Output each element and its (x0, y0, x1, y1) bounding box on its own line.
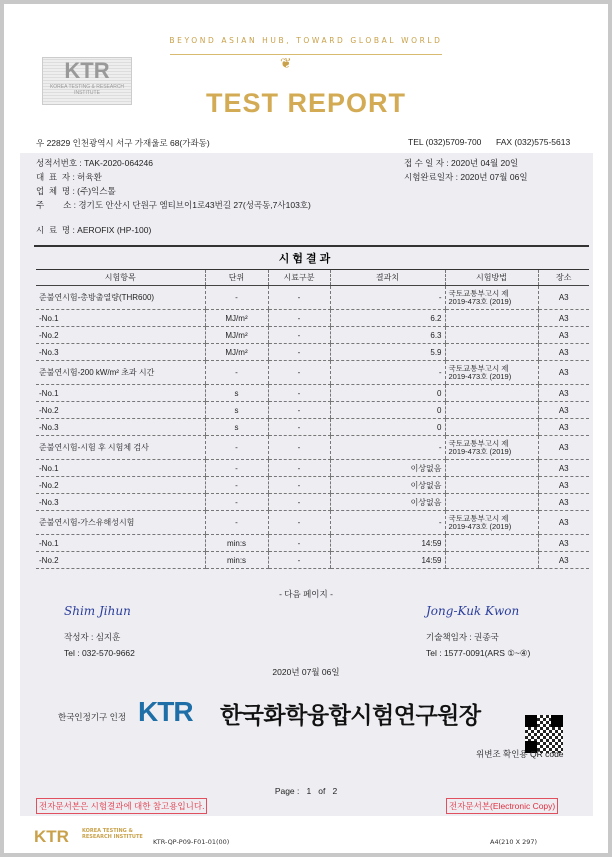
reference-notice: 전자문서본은 시험결과에 대한 참고용입니다. (36, 798, 207, 814)
electronic-copy-stamp: 전자문서본(Electronic Copy) (446, 798, 558, 814)
sample-name: 시 료 명 : AEROFIX (HP-100) (36, 225, 152, 235)
method-cell (445, 327, 538, 344)
result-cell: - (330, 361, 445, 385)
table-row (36, 361, 589, 385)
ktr-logo: KTR (138, 696, 193, 727)
unit-cell: - (205, 361, 268, 385)
result-cell: 이상없음 (330, 494, 445, 511)
result-cell: 14:59 (330, 552, 445, 569)
item-cell: -No.3 (36, 344, 205, 361)
lab-tel: TEL (032)5709-700 (408, 137, 482, 147)
location-cell: A3 (538, 436, 589, 460)
item-cell: -No.2 (36, 477, 205, 494)
method-cell (445, 494, 538, 511)
location-cell: A3 (538, 535, 589, 552)
item-cell: 준불연시험-가스유해성시험 (36, 511, 205, 535)
location-cell: A3 (538, 419, 589, 436)
table-row (36, 436, 589, 460)
location-cell: A3 (538, 511, 589, 535)
location-cell: A3 (538, 344, 589, 361)
received-date: 접 수 일 자 : 2020년 04월 20일 (404, 158, 519, 168)
location-cell: A3 (538, 327, 589, 344)
method-cell: 국토교통부고시 제 2019-473호 (2019) (445, 511, 538, 535)
method-cell (445, 344, 538, 361)
col-header: 시험항목 (36, 270, 205, 286)
sample-cell: - (268, 552, 330, 569)
company: 업 체 명 : (주)익스톨 (36, 186, 116, 196)
sample-cell: - (268, 344, 330, 361)
tech-signature: Jong-Kuk Kwon (426, 604, 520, 618)
sample-cell: - (268, 402, 330, 419)
result-cell: 이상없음 (330, 460, 445, 477)
sample-cell: - (268, 511, 330, 535)
form-code: KTR-QP-P09-F01-01(00) (153, 838, 230, 846)
table-row (36, 535, 589, 552)
item-cell: 준불연시험-시험 후 시험체 검사 (36, 436, 205, 460)
unit-cell: MJ/m² (205, 327, 268, 344)
sample-cell: - (268, 419, 330, 436)
representative: 대 표 자 : 허육환 (36, 172, 102, 182)
result-cell: 0 (330, 402, 445, 419)
ornament-line (170, 54, 442, 55)
table-row (36, 310, 589, 327)
result-cell: 0 (330, 419, 445, 436)
accreditation: 한국인정기구 인정 (58, 712, 127, 722)
sample-cell: - (268, 310, 330, 327)
location-cell: A3 (538, 494, 589, 511)
sample-cell: - (268, 361, 330, 385)
report-title: TEST REPORT (205, 88, 406, 118)
unit-cell: MJ/m² (205, 310, 268, 327)
sample-cell: - (268, 494, 330, 511)
unit-cell: min:s (205, 535, 268, 552)
next-page: - 다음 페이지 - (279, 589, 333, 599)
ornament-icon: ❦ (280, 56, 292, 72)
result-cell: 6.3 (330, 327, 445, 344)
col-header: 시료구분 (268, 270, 330, 286)
method-cell (445, 460, 538, 477)
location-cell: A3 (538, 460, 589, 477)
unit-cell: MJ/m² (205, 344, 268, 361)
divider (34, 245, 589, 247)
table-row (36, 419, 589, 436)
method-cell: 국토교통부고시 제 2019-473호 (2019) (445, 286, 538, 310)
result-cell: 5.9 (330, 344, 445, 361)
location-cell: A3 (538, 552, 589, 569)
unit-cell: - (205, 494, 268, 511)
footer-logo-sub: KOREA TESTING & RESEARCH INSTITUTE (82, 828, 143, 840)
location-cell: A3 (538, 477, 589, 494)
sample-cell: - (268, 535, 330, 552)
author-tel: Tel : 032-570-9662 (64, 648, 135, 658)
paper-size: A4(210 X 297) (490, 838, 538, 846)
company-address: 주 소 : 경기도 안산시 단원구 엠티브이1로43번길 27(성곡동,7사103호) (36, 200, 311, 210)
unit-cell: s (205, 402, 268, 419)
result-cell: 0 (330, 385, 445, 402)
result-cell: - (330, 436, 445, 460)
sample-cell: - (268, 477, 330, 494)
method-cell: 국토교통부고시 제 2019-473호 (2019) (445, 436, 538, 460)
item-cell: -No.3 (36, 419, 205, 436)
author: 작성자 : 심지훈 (64, 632, 121, 642)
item-cell: -No.2 (36, 327, 205, 344)
table-row (36, 494, 589, 511)
item-cell: 준불연시험-200 kW/m² 초과 시간 (36, 361, 205, 385)
item-cell: 준불연시험-총방출열량(THR600) (36, 286, 205, 310)
result-cell: - (330, 286, 445, 310)
slogan: BEYOND ASIAN HUB, TOWARD GLOBAL WORLD (169, 36, 443, 45)
sample-cell: - (268, 385, 330, 402)
method-cell (445, 419, 538, 436)
method-cell (445, 402, 538, 419)
method-cell: 국토교통부고시 제 2019-473호 (2019) (445, 361, 538, 385)
item-cell: -No.1 (36, 535, 205, 552)
ktr-watermark-logo: KTR KOREA TESTING & RESEARCH INSTITUTE (42, 57, 132, 105)
method-cell (445, 310, 538, 327)
author-signature: Shim Jihun (64, 604, 131, 618)
col-header: 결과치 (330, 270, 445, 286)
results-table (36, 269, 589, 569)
director-title: 한국화학융합시험연구원장 (220, 703, 481, 729)
method-cell (445, 535, 538, 552)
sample-cell: - (268, 327, 330, 344)
location-cell: A3 (538, 310, 589, 327)
location-cell: A3 (538, 385, 589, 402)
completed-date: 시험완료일자 : 2020년 07월 06일 (404, 172, 528, 182)
col-header: 단위 (205, 270, 268, 286)
issue-date: 2020년 07월 06일 (272, 667, 340, 677)
item-cell: -No.2 (36, 552, 205, 569)
table-row (36, 460, 589, 477)
tech-tel: Tel : 1577-0091(ARS ①~④) (426, 648, 531, 658)
lab-fax: FAX (032)575-5613 (496, 137, 571, 147)
col-header: 장소 (538, 270, 589, 286)
tech-manager: 기술책임자 : 권종국 (426, 632, 499, 642)
unit-cell: - (205, 436, 268, 460)
item-cell: -No.1 (36, 385, 205, 402)
table-row (36, 344, 589, 361)
unit-cell: s (205, 385, 268, 402)
results-title: 시험결과 (278, 252, 334, 265)
result-cell: 이상없음 (330, 477, 445, 494)
unit-cell: - (205, 460, 268, 477)
location-cell: A3 (538, 402, 589, 419)
item-cell: -No.2 (36, 402, 205, 419)
item-cell: -No.3 (36, 494, 205, 511)
table-row (36, 385, 589, 402)
result-cell: - (330, 511, 445, 535)
item-cell: -No.1 (36, 460, 205, 477)
table-header (36, 270, 589, 286)
method-cell (445, 477, 538, 494)
lab-address: 우 22829 인천광역시 서구 가재울로 68(가좌동) (36, 138, 210, 148)
table-row (36, 552, 589, 569)
location-cell: A3 (538, 361, 589, 385)
report-number: 성적서번호 : TAK-2020-064246 (36, 158, 153, 168)
unit-cell: - (205, 286, 268, 310)
col-header: 시험방법 (445, 270, 538, 286)
table-row (36, 327, 589, 344)
unit-cell: - (205, 511, 268, 535)
item-cell: -No.1 (36, 310, 205, 327)
table-row (36, 402, 589, 419)
unit-cell: - (205, 477, 268, 494)
qr-caption: 위변조 확인용 QR code (476, 749, 564, 759)
location-cell: A3 (538, 286, 589, 310)
unit-cell: min:s (205, 552, 268, 569)
table-row (36, 477, 589, 494)
table-row (36, 511, 589, 535)
table-row (36, 286, 589, 310)
footer-ktr-logo: KTR (34, 827, 69, 846)
sample-cell: - (268, 286, 330, 310)
sample-cell: - (268, 436, 330, 460)
unit-cell: s (205, 419, 268, 436)
method-cell (445, 385, 538, 402)
result-cell: 14:59 (330, 535, 445, 552)
result-cell: 6.2 (330, 310, 445, 327)
method-cell (445, 552, 538, 569)
page-number: Page : 1 of 2 (274, 786, 338, 796)
sample-cell: - (268, 460, 330, 477)
